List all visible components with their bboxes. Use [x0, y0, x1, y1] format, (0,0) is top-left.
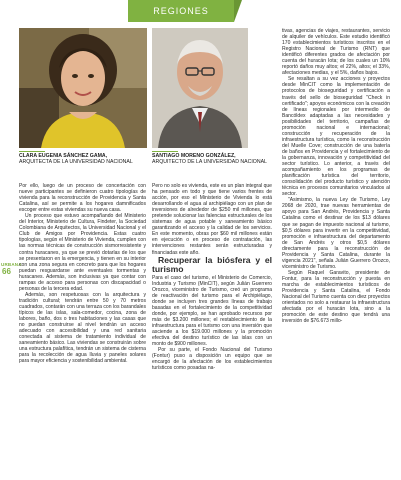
paragraph: Se resaltan a su vez acciones y proyectos desde MinCIT como la implementación de protocolos de bioseguridad y certificación a través del sello de bioseguridad "Check in certificado"; apoyos económicos con la creación de líneas regionales por intermedio de Bancóldex adaptadas a las necesidades y posibilidades del territorio, campañas de promoción nacional e internacional; construcción y recuperación de la infraestructura turística, como la reconstrucción del Muelle Cove; construcción de una batería de baños en Providencia y el fortalecimiento de la gobernanza, innovación y competitividad del sector turístico. Lo anterior, a través del acompañamiento en los programas de planificación turística del territorio, consolidación del producto turístico y atención técnica en procesos comunitarios vinculados al sector. — [282, 76, 390, 198]
paragraph: Para el caso del turismo, el Ministerio de Comercio, Industria y Turismo (MinCIT), según Julián Guerrero Orozco, viceministro de Turismo, creó un programa de reactivación del turismo para el Archipiélago, donde se incluyen tres grandes líneas de trabajo basadas en el fortalecimiento de la competitividad donde, por ejemplo, se han aprobado recursos por más de $3.200 millones; el restablecimiento de la infraestructura para el turismo con una inversión que asciende a los $19.000 millones y la promoción efectiva del destino turístico de las islas con un monto de $900 millones. — [152, 274, 272, 348]
page-number: 66 — [2, 267, 11, 276]
paragraph: "Asimismo, la nueva Ley de Turismo, Ley 2068 de 2020, trae nuevas herramientas de apoyo para San Andrés, Providencia y Santa Catalina como el destinar de los $13 dólares que se pagan de impuesto nacional al turismo, $0,5 dólares para invertir en la competitividad, promoción e infraestructura del departamento de San Andrés y otros $0,5 dólares directamente para la reconstrucción de Providencia y Santa Catalina, durante la vigencia 2021", señala Julián Guerrero Orozco, viceministro de Turismo. — [282, 197, 390, 270]
paragraph: Además, son respetuosas con la arquitectura y tradición cultural; tendrán entre 50 y 70 metros cuadrados, contarán con una terraza con los barandales típicos de las islas, sala-comedor, cocina, zona de labores, baño, dos o tres habitaciones y las casas que no puedan construirse al nivel tendrán un acceso adecuado con accesibilidad y una red sanitaria conectada al sistema de tratamiento individual de saneamiento básico. Las viviendas se construirán sobre una estructura palafítica, tendrán un sistema de cisterna para la recolección de agua lluvia y paneles solares para mayor eficiencia y sostenibilidad ambiental. — [19, 291, 146, 365]
section-subheading: Recuperar la biósfera y el turismo — [152, 254, 272, 275]
text-column-1 — [19, 183, 146, 364]
photo-caption — [19, 153, 147, 166]
photo-caption — [152, 153, 272, 166]
portrait-woman-photo — [19, 28, 147, 148]
section-tab: REGIONES — [128, 0, 234, 22]
caption-name: SANTIAGO MORENO GONZÁLEZ, — [152, 153, 236, 159]
paragraph: tivas, agencias de viajes, restaurantes, servicio de alquiler de vehículos. Este estudio identificó 170 establecimientos turísticos inscritos en el Registro Nacional de Turismo (RNT) que identificó diferentes grados de afectación por cuenta del huracán Iota; de los cuales un 10% reportó daños muy altos; el 22%, altos; el 33%, afectaciones medias, y el 5%, daños bajos. — [282, 28, 390, 77]
paragraph: Pero no solo es vivienda, este es un plan integral que ha pensado en todo y que tiene varios frentes de acción, por eso el Ministerio de Vivienda lo está desarrollando el agua al archipiélago con un plan de inversiones de alrededor de $250 mil millones, que pretende solucionar las falencias estructurales de los sistemas de agua potable y saneamiento básico garantizando el acceso y la calidad de los servicios. En este momento, obras por $60 mil millones están en ejecución o en proceso de contratación, las intervenciones restantes serán estructuradas y financiadas este año. — [152, 183, 272, 256]
caption-role: ARQUITECTO DE LA UNIVERSIDAD NACIONAL — [152, 159, 267, 166]
portrait-man-icon — [152, 28, 248, 148]
text-column-3 — [282, 28, 390, 324]
paragraph: Por su parte, el Fondo Nacional del Turismo (Fontur) puso a disposición un equipo que se encargó de la afectación de los establecimientos turísticos como posadas na- — [152, 347, 272, 372]
paragraph: Según Raquel Garavito, presidente de Fontur, para la reconstrucción y puesta en marcha de establecimientos turísticos de Providencia y Santa Catalina, el Fondo Nacional del Turismo cuenta con diez proyectos orientados no solo a restaurar la infraestructura afectada por el huracán Iota, sino a la promoción de este destino que tendrá una inversión de $76.673 millo- — [282, 269, 390, 325]
text-column-2 — [152, 183, 272, 372]
portrait-man-photo — [152, 28, 248, 148]
paragraph: Un proceso que estuvo acompañando del Ministerio del Interior, Ministerio de Cultura, Findeter, la Sociedad Colombiana de Arquitectos, la Universidad Nacional y el Club de Amigos por Providencia. Estas cuatro tipologías, según el Ministerio de Vivienda, cumplen con las normas técnicas de construcción sismorresistente y contra huracanes, ya que se previó dotarlas de los que se presentaron en la emergencia, y tienen en su interior con una zona segura en concreto para que los hogares puedan resguardarse ante eventuales tormentas y huracanes. Además, son inclusivas ya que contar con rampas de acceso para personas con discapacidad o personas de la tercera edad. — [19, 213, 146, 292]
portrait-woman-icon — [19, 28, 147, 148]
section-tab-edge — [234, 0, 242, 22]
caption-rule — [19, 151, 45, 152]
caption-role: ARQUITECTA DE LA UNIVERSIDAD NACIONAL — [19, 159, 133, 166]
side-section-label: URBANA — [1, 262, 22, 267]
caption-rule — [152, 151, 178, 152]
caption-name: CLARA EUGENIA SÁNCHEZ GAMA, — [19, 153, 108, 159]
paragraph: Por ello, luego de un proceso de concertación con nueve participantes se definieron cuatro tipologías de vivienda para la reconstrucción de Providencia y Santa Catalina, así se permite a los hogares damnificados escoger entre estas viviendas su nueva casa. — [19, 183, 146, 214]
